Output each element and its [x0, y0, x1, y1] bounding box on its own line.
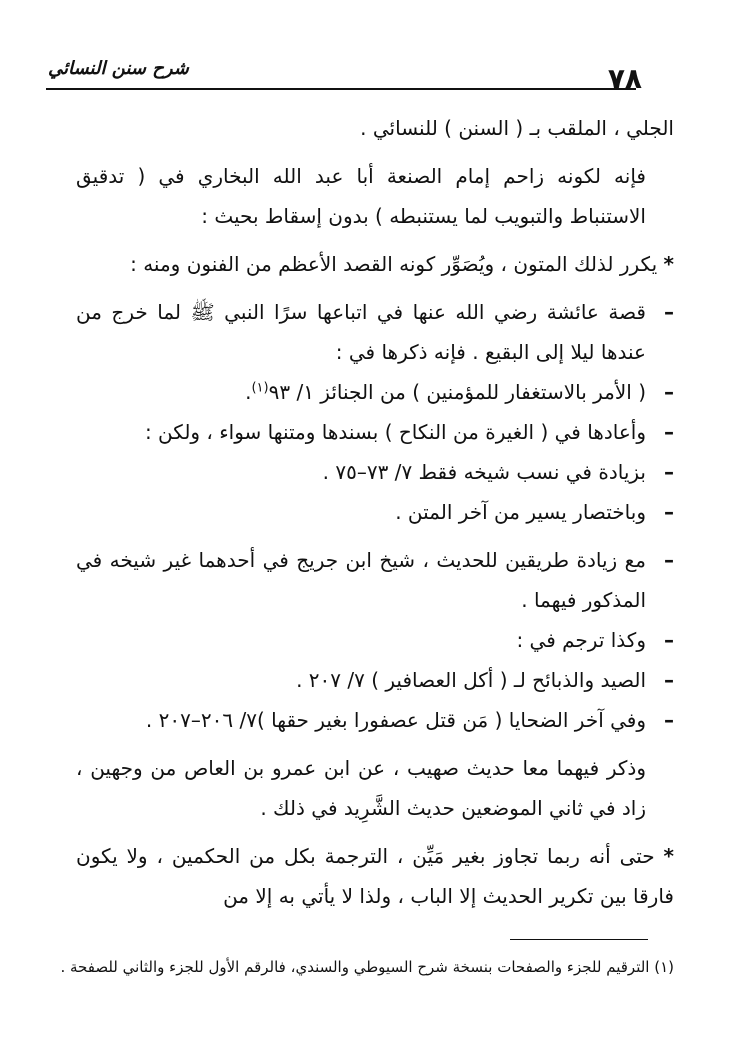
- dash-marker: –: [664, 668, 674, 692]
- list-item-text: وكذا ترجم في :: [516, 628, 646, 652]
- list-item-2: [76, 372, 674, 412]
- header-rule: [46, 88, 636, 90]
- running-header-title: شرح سنن النسائي: [48, 58, 189, 79]
- dash-marker: –: [664, 628, 674, 652]
- footnote: [54, 952, 674, 982]
- bullet-text-1: يكرر لذلك المتون ، ويُصَوِّر كونه القصد الأعظم من الفنون ومنه :: [130, 252, 658, 276]
- list-item-text: مع زيادة طريقين للحديث ، شيخ ابن جريج في أحدهما غير شيخه في المذكور فيهما .: [76, 548, 646, 612]
- list-item-9: [76, 700, 674, 740]
- dash-marker: –: [664, 380, 674, 404]
- bullet-paragraph-1: [76, 244, 674, 284]
- list-item-1: [76, 292, 674, 372]
- asterisk-marker: *: [663, 844, 675, 868]
- list-item-text: وأعادها في ( الغيرة من النكاح ) بسندها ومتنها سواء ، ولكن :: [144, 420, 646, 444]
- footnote-rule: [510, 939, 648, 940]
- list-item-text: وفي آخر الضحايا ( مَن قتل عصفورا بغير حقها )٧/ ٢٠٦–٢٠٧ .: [145, 708, 646, 732]
- main-text: [76, 108, 674, 916]
- dash-marker: –: [664, 708, 674, 732]
- dash-marker: –: [664, 300, 674, 324]
- dash-marker: –: [664, 420, 674, 444]
- list-item-8: [76, 660, 674, 700]
- list-item-text: الصيد والذبائح لـ ( أكل العصافير ) ٧/ ٢٠٧ .: [296, 668, 646, 692]
- list-item-3: [76, 412, 674, 452]
- list-item-5: [76, 492, 674, 532]
- footnote-reference: (١): [251, 380, 269, 396]
- dash-marker: –: [664, 548, 674, 572]
- paragraph-3: وذكر فيهما معا حديث صهيب ، عن ابن عمرو بن العاص من وجهين ، زاد في ثاني الموضعين حديث الشَّرِيد في ذلك .: [76, 756, 646, 820]
- list-item-7: [76, 620, 674, 660]
- bullet-paragraph-2: [76, 836, 674, 916]
- dash-marker: –: [664, 460, 674, 484]
- list-item-text: ( الأمر بالاستغفار للمؤمنين ) من الجنائز ١/ ٩٣: [268, 380, 646, 404]
- paragraph-2: فإنه لكونه زاحم إمام الصنعة أبا عبد الله البخاري في ( تدقيق الاستنباط والتبويب لما يستنبطه ) بدون إسقاط بحيث :: [76, 164, 646, 228]
- list-item-text: وباختصار يسير من آخر المتن .: [395, 500, 646, 524]
- list-item-end: .: [245, 380, 252, 404]
- list-item-text: بزيادة في نسب شيخه فقط ٧/ ٧٣–٧٥ .: [322, 460, 646, 484]
- bullet-text-2: حتى أنه ربما تجاوز بغير مَيِّن ، الترجمة بكل من الحكمين ، ولا يكون فارقا بين تكرير الحديث إلا الباب ، ولذا لا يأتي به إلا من: [76, 844, 674, 908]
- footnote-text: (١) الترقيم للجزء والصفحات بنسخة شرح السيوطي والسندي، فالرقم الأول للجزء والثاني للصفحة .: [60, 958, 674, 976]
- dash-marker: –: [664, 500, 674, 524]
- page-number: ٧٨: [607, 62, 642, 95]
- asterisk-marker: *: [663, 252, 674, 276]
- list-item-6: [76, 540, 674, 620]
- paragraph-1: الجلي ، الملقب بـ ( السنن ) للنسائي .: [360, 116, 674, 140]
- list-item-text: قصة عائشة رضي الله عنها في اتباعها سرًا النبي ﷺ لما خرج من عندها ليلا إلى البقيع . فإنه ذكرها في :: [76, 300, 646, 364]
- list-item-4: [76, 452, 674, 492]
